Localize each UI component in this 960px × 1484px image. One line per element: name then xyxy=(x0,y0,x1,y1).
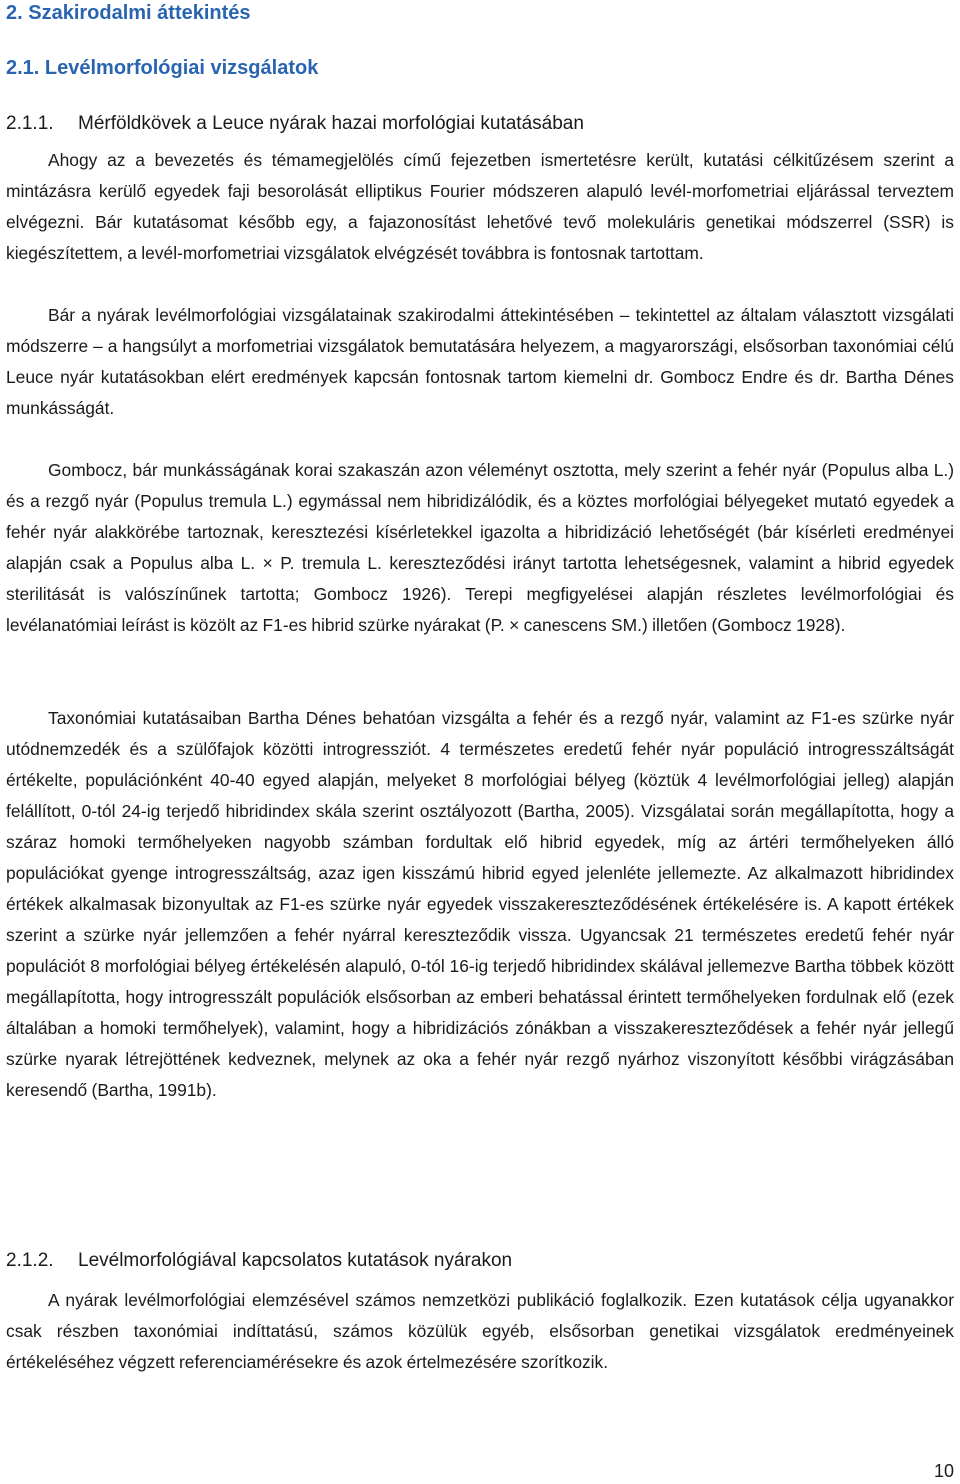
heading-subsection-2 xyxy=(6,1250,512,1272)
subsection-2-title: Levélmorfológiával kapcsolatos kutatások nyárakon xyxy=(78,1250,513,1271)
paragraph-intro: Ahogy az a bevezetés és témamegjelölés című fejezetben ismertetésre került, kutatási célkitűzésem szerint a mintázásra kerülő egyedek faji besorolását elliptikus Fourier módszeren alapuló levél-morfometriai eljárással terveztem elvégezni. Bár kutatásomat később egy, a fajazonosítást lehetővé tevő molekuláris genetikai módszerrel (SSR) is kiegészítettem, a levél-morfometriai vizsgálatok elvégzését továbbra is fontosnak tartottam. xyxy=(6,150,954,263)
subsection-1-title: Mérföldkövek a Leuce nyárak hazai morfológiai kutatásában xyxy=(78,113,584,134)
paragraph-overview: Bár a nyárak levélmorfológiai vizsgálatainak szakirodalmi áttekintésében – tekintettel az általam választott vizsgálati módszerre – a hangsúlyt a morfometriai vizsgálatok bemutatására helyezem, a magyarországi, elsősorban taxonómiai célú Leuce nyár kutatásokban elért eredmények kapcsán fontosnak tartom kiemelni dr. Gombocz Endre és dr. Bartha Dénes munkásságát. xyxy=(6,305,954,418)
heading-subsection-1 xyxy=(6,113,584,135)
paragraph-international: A nyárak levélmorfológiai elemzésével számos nemzetközi publikáció foglalkozik. Ezen kutatások célja ugyanakkor csak részben taxonómiai indíttatású, számos közülük egyéb, elsősorban genetikai vizsgálatok eredményeinek értékeléséhez végzett referenciamérésekre és azok értelmezésére szorítkozik. xyxy=(6,1290,954,1372)
heading-section: 2.1. Levélmorfológiai vizsgálatok xyxy=(6,57,319,79)
paragraph-gombocz: Gombocz, bár munkásságának korai szakaszán azon véleményt osztotta, mely szerint a fehér nyár (Populus alba L.) és a rezgő nyár (Populus tremula L.) egymással nem hibridizálódik, és a köztes morfológiai bélyegeket mutató egyedek a fehér nyár alakkörébe tartoznak, keresztezési kísérletekkel igazolta a hibridizáció lehetőségét (bár kísérleti eredményei alapján csak a Populus alba L. × P. tremula L. kereszteződési irányt tartotta lehetségesnek, valamint a hibrid egyedek sterilitását is valószínűnek tartotta; Gombocz 1926). Terepi megfigyelései alapján részletes levélmorfológiai és levélanatómiai leírást is közölt az F1-es hibrid szürke nyárakat (P. × canescens SM.) illetően (Gombocz 1928). xyxy=(6,460,954,635)
page-number: 10 xyxy=(933,1461,954,1481)
heading-chapter: 2. Szakirodalmi áttekintés xyxy=(6,2,251,24)
subsection-1-number: 2.1.1. xyxy=(6,113,54,134)
subsection-2-number: 2.1.2. xyxy=(6,1250,54,1271)
paragraph-bartha: Taxonómiai kutatásaiban Bartha Dénes behatóan vizsgálta a fehér és a rezgő nyár, valamint az F1-es szürke nyár utódnemzedék és a szülőfajok közötti introgressziót. 4 természetes eredetű fehér nyár populáció introgresszáltságát értékelte, populációnként 40-40 egyed alapján, melyeket 8 morfológiai bélyeg (köztük 4 levélmorfológiai jelleg) alapján felállított, 0-tól 24-ig terjedő hibridindex skála szerint osztályozott (Bartha, 2005). Vizsgálatai során megállapította, hogy a száraz homoki termőhelyeken nagyobb számban fordultak elő hibrid egyedek, míg az ártéri termőhelyeken álló populációkat gyenge introgresszáltság, azaz igen kisszámú hibrid egyed jelenléte jellemezte. Az alkalmazott hibridindex értékek alkalmasak bizonyultak az F1-es szürke nyár egyedek visszakereszteződésének értékelésére is. A kapott értékek szerint a szürke nyár jellemzően a fehér nyárral kereszteződik vissza. Ugyancsak 21 természetes eredetű fehér nyár populációt 8 morfológiai bélyeg értékelésén alapuló, 0-tól 16-ig terjedő hibridindex skálával jellemezve Bartha többek között megállapította, hogy introgresszált populációk elsősorban az emberi behatással érintett termőhelyeken fordulnak elő (ezek általában a homoki termőhelyek), valamint, hogy a hibridizációs zónákban a visszakereszteződések a fehér nyár jellegű szürke nyarak létrejöttének kedveznek, melynek az oka a fehér nyár rezgő nyárhoz viszonyított későbbi virágzásában keresendő (Bartha, 1991b). xyxy=(6,708,954,1100)
